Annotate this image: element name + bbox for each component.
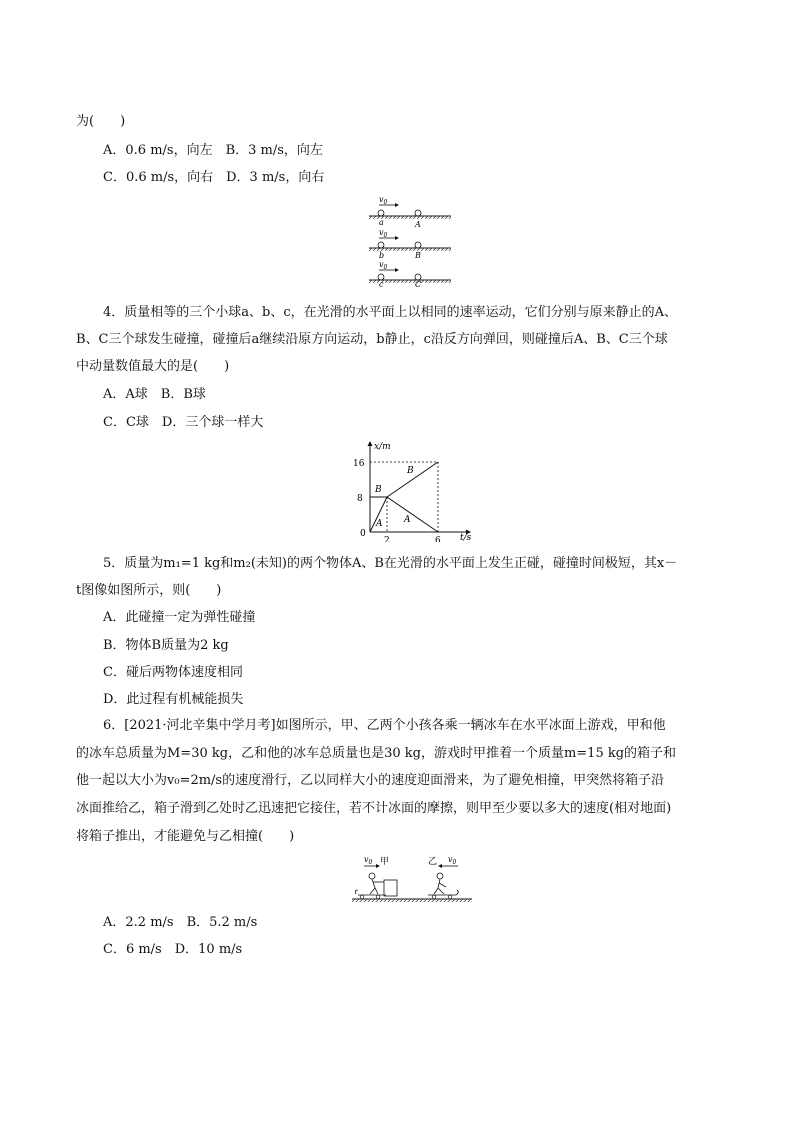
q6-options-ab: A．2.2 m/s B．5.2 m/s <box>103 915 258 930</box>
x-tick-6: 6 <box>435 536 441 542</box>
label-A-after: A <box>404 515 411 525</box>
child-jia-label: 甲 <box>380 857 390 867</box>
q6-options-cd: C．6 m/s D．10 m/s <box>103 942 243 957</box>
sled-figure <box>350 852 475 904</box>
t-axis-label: t/s <box>460 533 472 542</box>
q4-stem-line-1: 4．质量相等的三个小球a、b、c，在光滑的水平面上以相同的速率运动，它们分别与原来静止的A、 <box>103 305 678 320</box>
y-tick-8: 8 <box>357 494 363 504</box>
ball-A <box>415 210 421 216</box>
label-a: a <box>379 218 384 227</box>
q4-stem-line-2: B、C三个球发生碰撞，碰撞后a继续沿原方向运动，b静止，c沿反方向弹回，则碰撞后A、B、C三个球 <box>76 332 668 347</box>
label-c: c <box>379 280 384 287</box>
label-C: C <box>415 280 422 287</box>
velocity-label-left: $v_0$ <box>364 855 373 866</box>
q3-options-cd: C．0.6 m/s，向右 D．3 m/s，向右 <box>103 170 325 185</box>
q6-stem-line-1: 6．[2021·河北辛集中学月考]如图所示，甲、乙两个小孩各乘一辆冰车在水平冰面上游戏，甲和他 <box>103 718 666 733</box>
q5-option-c: C．碰后两物体速度相同 <box>103 665 243 680</box>
q3-options-ab: A．0.6 m/s，向左 B．3 m/s，向左 <box>103 143 323 158</box>
q6-stem-line-5: 将箱子推出，才能避免与乙相撞( ) <box>76 829 295 844</box>
velocity-label: $v_0$ <box>379 195 388 206</box>
y-tick-16: 16 <box>353 459 365 469</box>
ball-B <box>415 242 421 248</box>
question-fragment: 为( ) <box>76 114 126 129</box>
x-tick-2: 2 <box>384 536 390 542</box>
ball-b <box>378 242 384 248</box>
q5-stem-line-1: 5．质量为m₁=1 kg和m₂(未知)的两个物体A、B在光滑的水平面上发生正碰，碰撞时间极短，其x－ <box>103 556 678 571</box>
q5-option-a: A．此碰撞一定为弹性碰撞 <box>103 610 256 625</box>
child-yi-label: 乙 <box>428 857 438 867</box>
q5-option-b: B．物体B质量为2 kg <box>103 638 229 653</box>
q6-stem-line-2: 的冰车总质量为M=30 kg，乙和他的冰车总质量也是30 kg，游戏时甲推着一个质量m=15 kg的箱子和 <box>76 746 677 761</box>
q6-stem-line-3: 他一起以大小为v₀=2m/s的速度滑行，乙以同样大小的速度迎面滑来，为了避免相撞，甲突然将箱子沿 <box>76 773 665 788</box>
velocity-label: $v_0$ <box>379 260 388 271</box>
q5-stem-line-2: t图像如图所示，则( ) <box>76 583 222 598</box>
box <box>384 880 397 896</box>
x-axis-label: x/m <box>374 442 391 452</box>
label-B: B <box>415 251 421 260</box>
q5-option-d: D．此过程有机械能损失 <box>103 692 244 707</box>
label-b: b <box>379 251 385 260</box>
velocity-label-right: $v_0$ <box>448 855 457 866</box>
balls-collision-figure <box>365 195 455 287</box>
balls-row-b <box>369 228 451 260</box>
label-B-before: B <box>375 485 382 495</box>
label-B-after: B <box>407 466 414 476</box>
label-A-before: A <box>376 519 383 529</box>
sled-yi <box>428 873 458 899</box>
sled-jia <box>355 873 397 899</box>
q4-stem-line-3: 中动量数值最大的是( ) <box>76 359 230 374</box>
xt-graph-figure <box>340 440 475 542</box>
balls-row-a <box>369 195 451 229</box>
label-A: A <box>415 220 421 229</box>
balls-row-c <box>369 260 451 287</box>
q4-options-ab: A．A球 B．B球 <box>103 387 206 402</box>
origin-label: 0 <box>360 529 366 539</box>
velocity-label: $v_0$ <box>379 228 388 239</box>
line-A-after <box>387 497 438 532</box>
ball-a <box>378 210 384 216</box>
q4-options-cd: C．C球 D．三个球一样大 <box>103 415 264 430</box>
q6-stem-line-4: 冰面推给乙，箱子滑到乙处时乙迅速把它接住，若不计冰面的摩擦，则甲至少要以多大的速度(相对地面) <box>76 801 672 816</box>
